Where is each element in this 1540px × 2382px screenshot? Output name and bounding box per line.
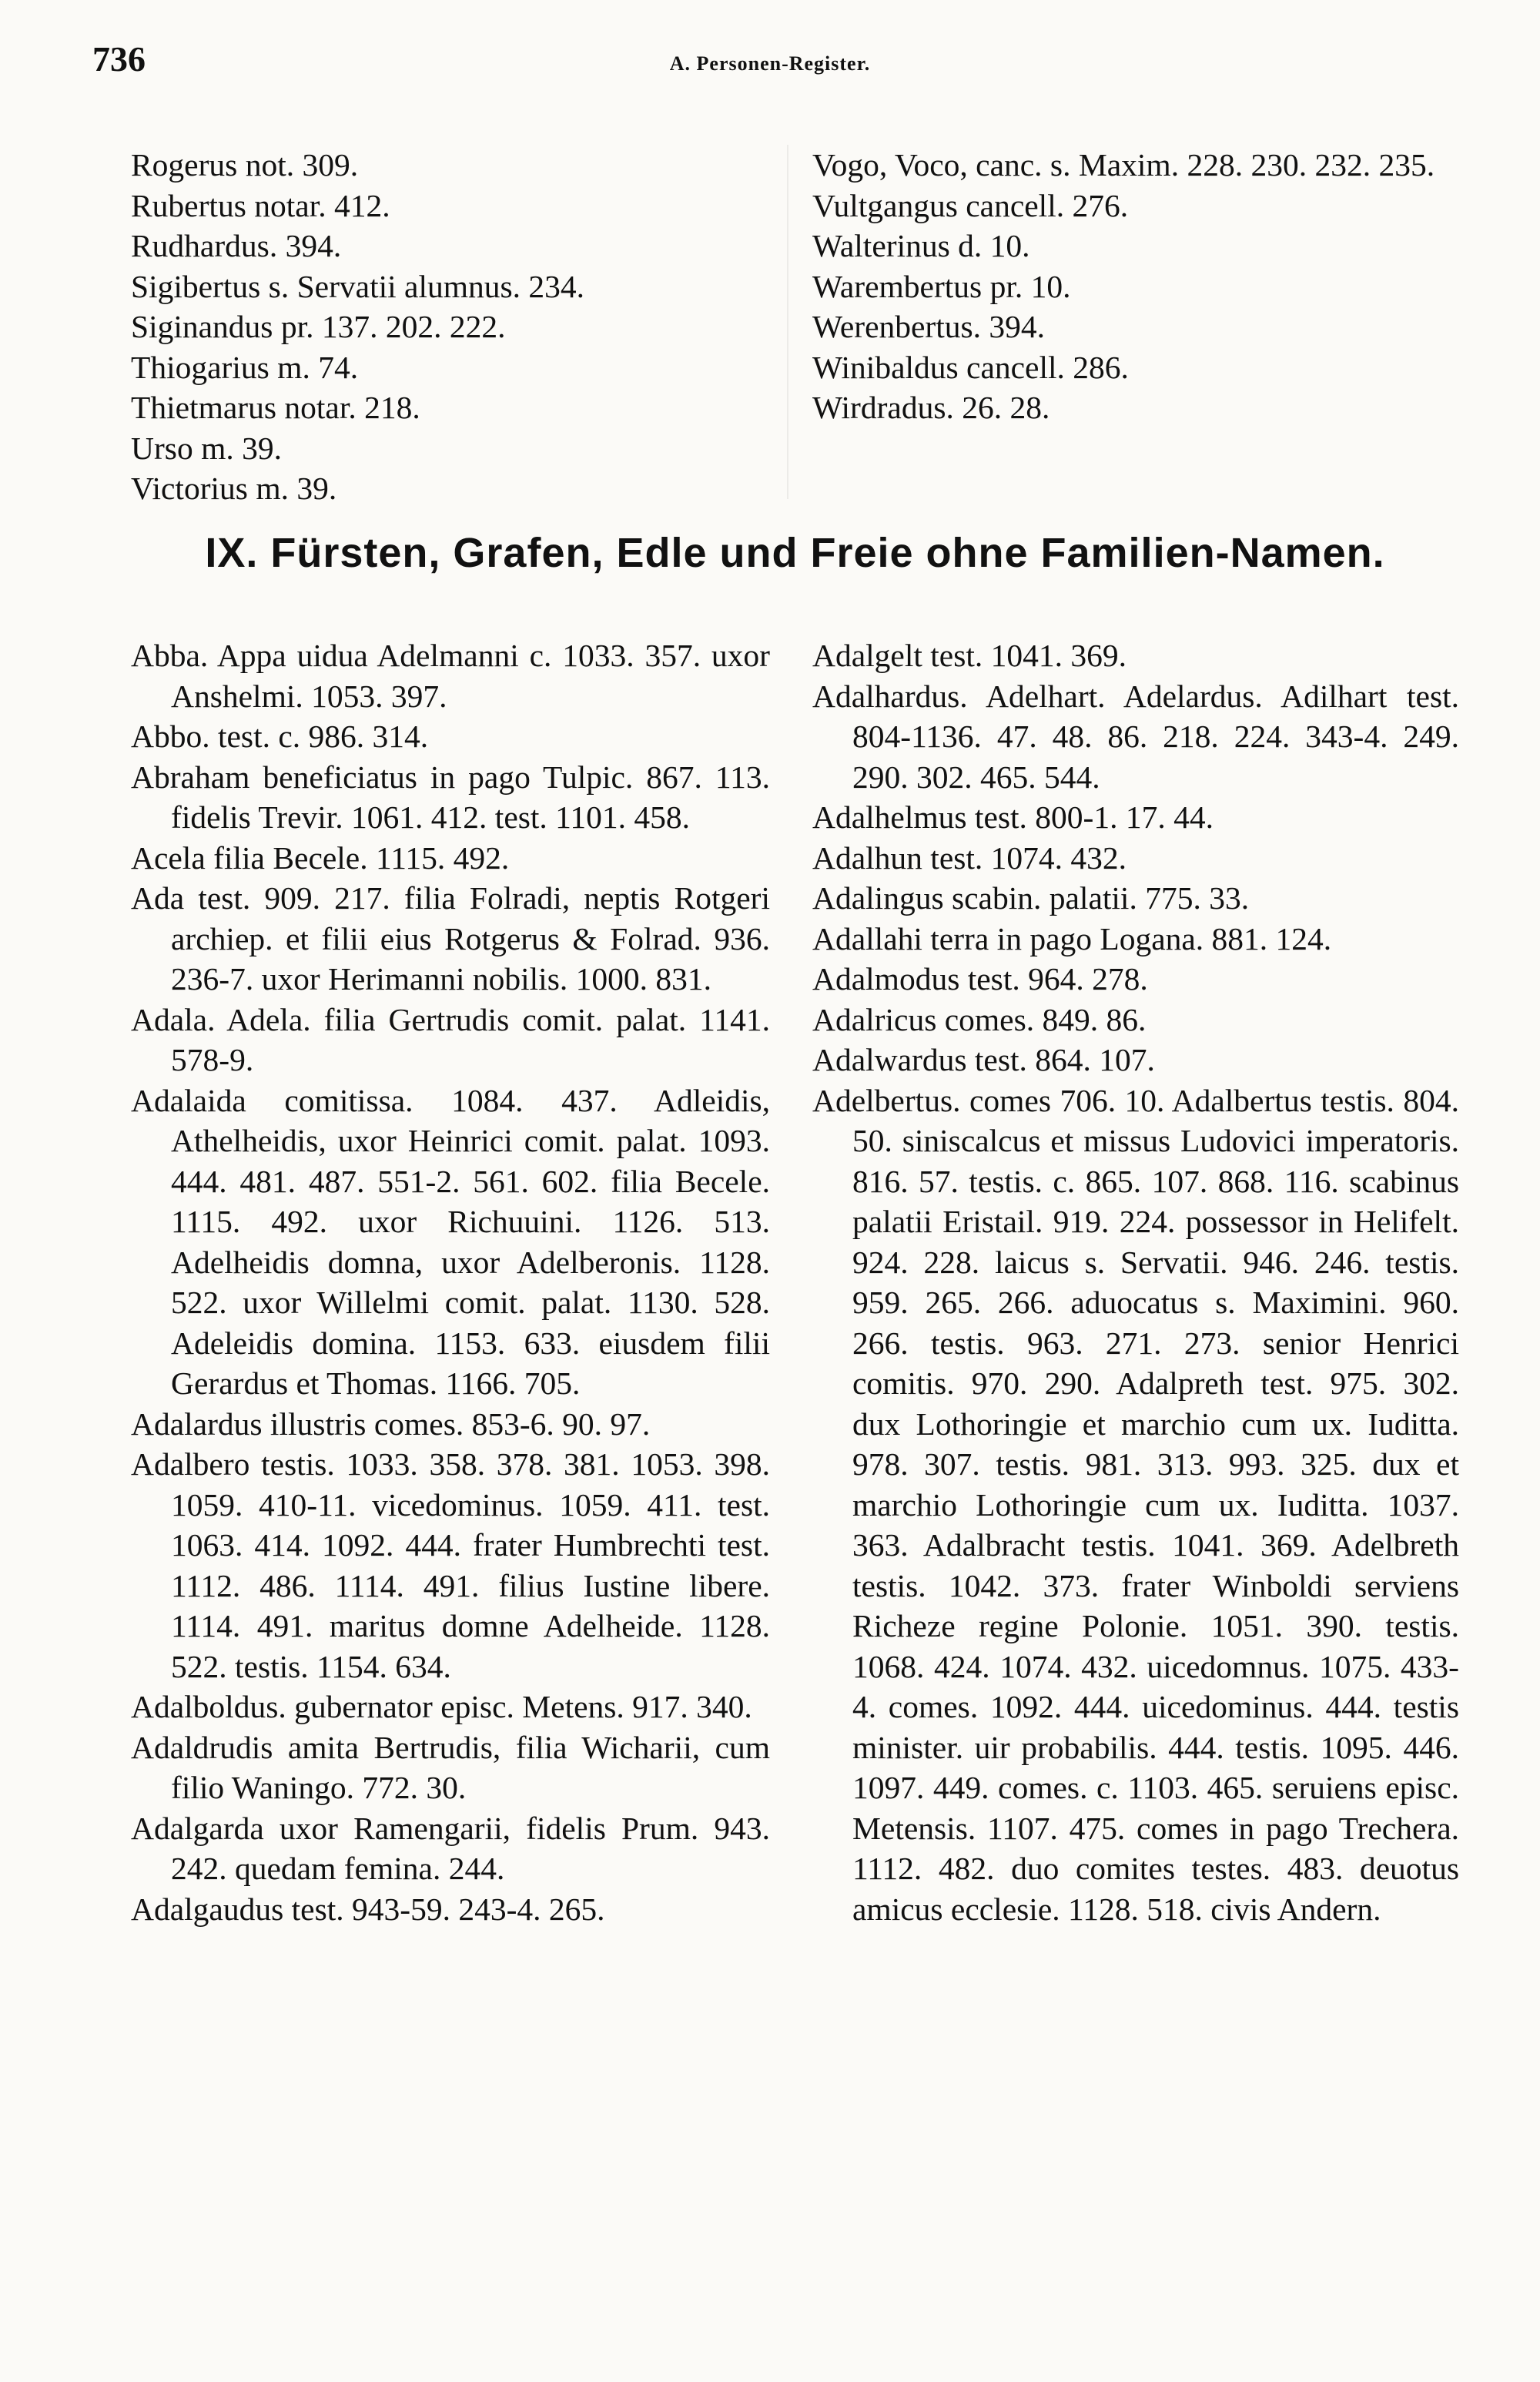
running-head: A. Personen-Register. <box>669 52 871 75</box>
index-entry: Vultgangus cancell. 276. <box>812 187 1129 223</box>
index-entry: Adalricus comes. 849. 86. <box>812 1001 1147 1037</box>
index-entry: Thietmarus notar. 218. <box>131 390 420 425</box>
index-entry: Rogerus not. 309. <box>131 147 359 183</box>
index-entry: Urso m. 39. <box>131 430 282 466</box>
column-divider <box>787 145 788 499</box>
index-entry: Adalboldus. gubernator episc. Metens. 917. 340. <box>131 1689 752 1724</box>
page-header <box>92 39 1448 85</box>
index-entry: Adalgarda uxor Ramengarii, fidelis Prum. 943. 242. quedam femina. 244. <box>131 1810 770 1886</box>
index-entry: Rudhardus. 394. <box>131 228 342 263</box>
index-entry: Abba. Appa uidua Adelmanni c. 1033. 357. uxor Anshelmi. 1053. 397. <box>131 638 770 714</box>
index-entry: Adalwardus test. 864. 107. <box>812 1042 1155 1077</box>
right-column <box>812 635 1459 1929</box>
index-entry: Adalgelt test. 1041. 369. <box>812 638 1127 673</box>
index-entry: Adalhun test. 1074. 432. <box>812 839 1127 876</box>
page-number: 736 <box>92 39 146 79</box>
index-entry: Ada test. 909. 217. filia Folradi, neptis Rotgeri archiep. et filii eius Rotgerus & Folrad. 936. 236-7. uxor Herimanni nobilis. 1000. 831. <box>131 880 770 997</box>
index-entry: Adalardus illustris comes. 853-6. 90. 97. <box>131 1405 651 1442</box>
top-left-column <box>131 145 770 509</box>
index-entry: Victorius m. 39. <box>131 471 337 506</box>
index-entry: Acela filia Becele. 1115. 492. <box>131 839 510 876</box>
index-entry: Winibaldus cancell. 286. <box>812 349 1129 385</box>
index-entry: Adalingus scabin. palatii. 775. 33. <box>812 880 1250 916</box>
index-entry: Walterinus d. 10. <box>812 228 1030 263</box>
index-entry: Adala. Adela. filia Gertrudis comit. palat. 1141. 578-9. <box>131 1001 770 1077</box>
index-entry: Warembertus pr. 10. <box>812 268 1071 304</box>
index-entry: Adalaida comitissa. 1084. 437. Adleidis, Athelheidis, uxor Heinrici comit. palat. 1093. 444. 481. 487. 551-2. 561. 602. filia Becele. 1115. 492. uxor Richuuini. 1126. 513. Adelheidis domna, uxor Adelberonis. 1128. 522. uxor Willelmi comit. palat. 1130. 528. Adeleidis domina. 1153. 633. eiusdem filii Gerardus et Thomas. 1166. 705. <box>131 1082 770 1401</box>
index-entry: Adalgaudus test. 943-59. 243-4. 265. <box>131 1891 605 1927</box>
index-entry: Wirdradus. 26. 28. <box>812 390 1050 425</box>
index-entry: Adelbertus. comes 706. 10. Adalbertus testis. 804. 50. siniscalcus et missus Ludovici imperatoris. 816. 57. testis. c. 865. 107. 868. 116. scabinus palatii Eristail. 919. 224. possessor in Helifelt. 924. 228. laicus s. Servatii. 946. 246. testis. 959. 265. 266. aduocatus s. Maximini. 960. 266. testis. 963. 271. 273. senior Henrici comitis. 970. 290. Adalpreth test. 975. 302. dux Lothoringie et marchio cum ux. Iuditta. 978. 307. testis. 981. 313. 993. 325. dux et marchio Lothoringie cum ux. Iuditta. 1037. 363. Adalbracht testis. 1041. 369. Adelbreth testis. 1042. 373. frater Winboldi serviens Richeze regine Polonie. 1051. 390. testis. 1068. 424. 1074. 432. uicedomnus. 1075. 433-4. comes. 1092. 444. uicedominus. 444. testis minister. uir probabilis. 444. testis. 1095. 446. 1097. 449. comes. c. 1103. 465. seruiens episc. Metensis. 1107. 475. comes in pago Trechera. 1112. 482. duo comites testes. 483. deuotus amicus ecclesie. 1128. 518. civis Andern. <box>812 1082 1459 1927</box>
index-entry: Adallahi terra in pago Logana. 881. 124. <box>812 920 1332 956</box>
index-entry: Abbo. test. c. 986. 314. <box>131 719 429 754</box>
index-entry: Sigibertus s. Servatii alumnus. 234. <box>131 268 585 304</box>
section-heading: IX. Fürsten, Grafen, Edle und Freie ohne Familien-Namen. <box>205 530 1385 576</box>
index-entry: Siginandus pr. 137. 202. 222. <box>131 309 506 344</box>
top-right-column <box>812 145 1459 428</box>
index-entry: Thiogarius m. 74. <box>131 349 359 385</box>
index-entry: Werenbertus. 394. <box>812 309 1046 344</box>
index-entry: Adalhardus. Adelhart. Adelardus. Adilhart test. 804-1136. 47. 48. 86. 218. 224. 343-4. 249. 290. 302. 465. 544. <box>812 678 1459 795</box>
index-entry: Adalbero testis. 1033. 358. 378. 381. 1053. 398. 1059. 410-11. vicedominus. 1059. 411. test. 1063. 414. 1092. 444. frater Humbrechti test. 1112. 486. 1114. 491. filius Iustine libere. 1114. 491. maritus domne Adelheide. 1128. 522. testis. 1154. 634. <box>131 1446 770 1684</box>
index-entry: Adalmodus test. 964. 278. <box>812 961 1148 997</box>
index-entry: Vogo, Voco, canc. s. Maxim. 228. 230. 232. 235. <box>812 147 1435 183</box>
index-entry: Adalhelmus test. 800-1. 17. 44. <box>812 799 1214 835</box>
index-entry: Abraham beneficiatus in pago Tulpic. 867. 113. fidelis Trevir. 1061. 412. test. 1101. 458. <box>131 759 770 835</box>
left-column <box>131 635 770 1929</box>
index-entry: Rubertus notar. 412. <box>131 187 390 223</box>
index-entry: Adaldrudis amita Bertrudis, filia Wicharii, cum filio Waningo. 772. 30. <box>131 1729 770 1805</box>
